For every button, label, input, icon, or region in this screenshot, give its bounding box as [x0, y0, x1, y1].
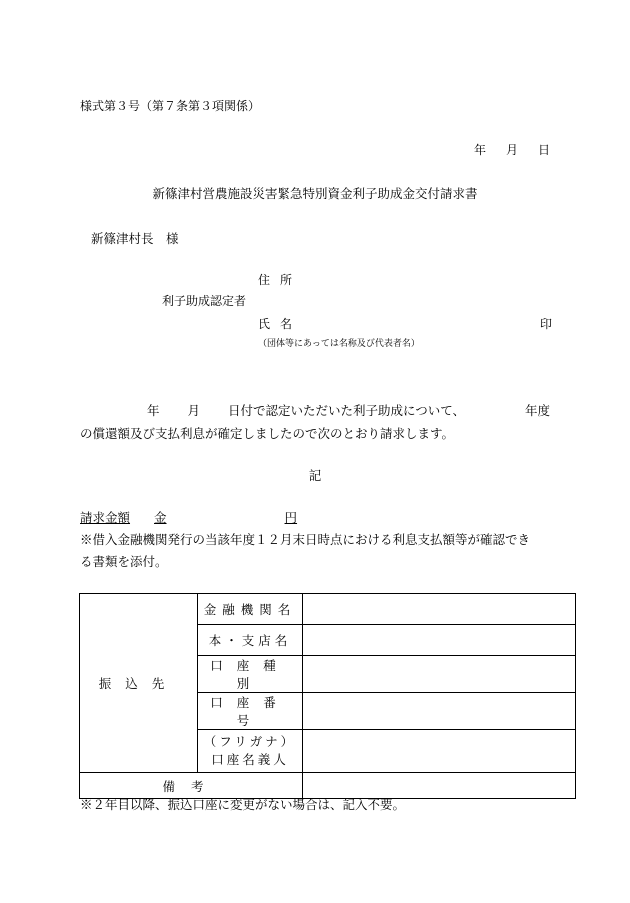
table-row	[80, 594, 576, 625]
body-month: 月	[187, 403, 201, 418]
seal-mark: 印	[540, 317, 553, 331]
addressee: 新篠津村長 様	[91, 231, 179, 246]
document-title: 新篠津村営農施設災害緊急特別資金利子助成金交付請求書	[152, 186, 478, 201]
date-day: 日	[538, 143, 551, 157]
remarks-label: 備考	[80, 773, 303, 799]
branch-label: 本・支店名	[198, 625, 303, 656]
bank-transfer-table	[79, 593, 576, 799]
date-month: 月	[506, 143, 519, 157]
body-text-1: 日付で認定いただいた利子助成について、	[228, 403, 466, 418]
branch-field[interactable]	[303, 625, 576, 656]
applicant-note: （団体等にあっては名称及び代表者名）	[258, 339, 420, 349]
account-number-field[interactable]	[303, 693, 576, 730]
form-number: 様式第３号（第７条第３項関係）	[80, 99, 261, 113]
transfer-label-cell	[80, 594, 198, 773]
bank-name-field[interactable]	[303, 594, 576, 625]
claim-yen: 円	[284, 510, 298, 525]
applicant-role: 利子助成認定者	[162, 294, 247, 308]
name-label: 氏名	[258, 317, 303, 331]
claim-kin: 金	[154, 510, 167, 525]
body-line-2: の償還額及び支払利息が確定しましたので次のとおり請求します。	[80, 426, 455, 441]
ki-heading: 記	[308, 468, 322, 483]
account-holder-field[interactable]	[303, 730, 576, 773]
claim-label: 請求金額	[80, 510, 131, 525]
attachment-note-1: ※借入金融機関発行の当該年度１２月末日時点における利息支払額等が確認でき	[80, 532, 531, 547]
body-line-1	[80, 401, 550, 419]
furigana-label: （フリガナ）	[203, 734, 297, 749]
account-type-field[interactable]	[303, 656, 576, 693]
account-holder-label: 口座名義人	[211, 752, 289, 767]
transfer-label: 振込先	[98, 676, 179, 691]
account-holder-label-cell	[198, 730, 303, 773]
body-fiscal-year: 年度	[525, 403, 551, 418]
account-type-label: 口座種別	[198, 656, 303, 693]
claim-amount-line	[80, 508, 311, 526]
date-line	[474, 141, 550, 158]
date-year: 年	[474, 143, 487, 157]
attachment-note-2: る書類を添付。	[80, 554, 168, 569]
account-number-label: 口座番号	[198, 693, 303, 730]
bank-name-label: 金融機関名	[198, 594, 303, 625]
body-year: 年	[147, 403, 160, 418]
footer-note: ※２年目以降、振込口座に変更がない場合は、記入不要。	[80, 797, 406, 812]
address-label: 住所	[258, 273, 303, 287]
